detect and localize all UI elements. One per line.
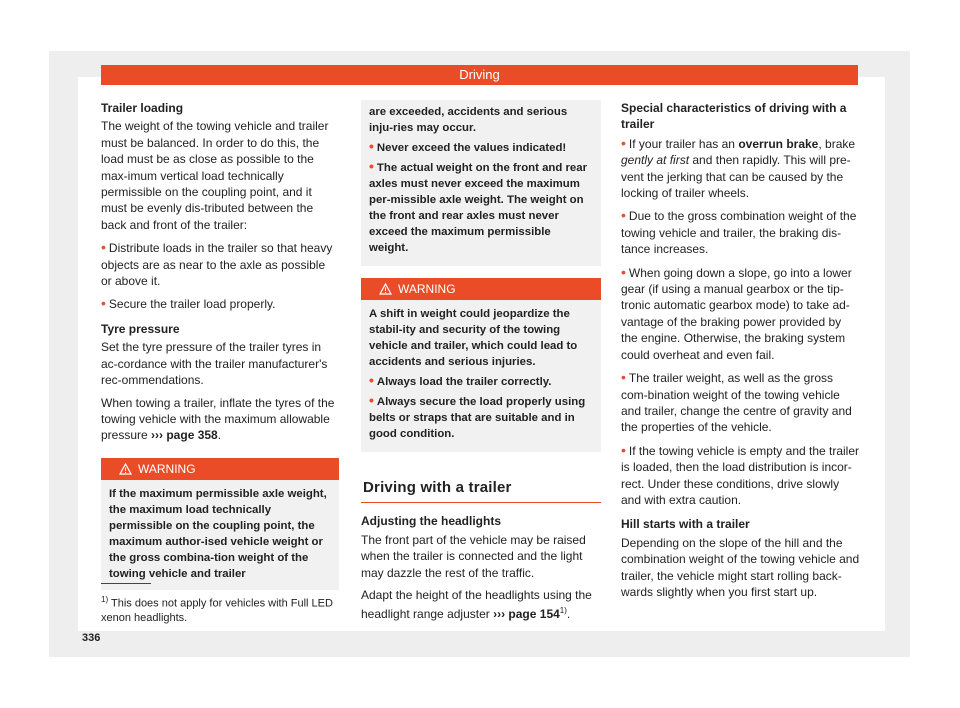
column-1	[101, 100, 339, 590]
bullet-dot-icon: •	[621, 441, 626, 458]
page-reference-link[interactable]: ››› page 358	[151, 428, 218, 443]
warning-triangle-icon	[379, 283, 392, 295]
list-item: • Always load the trailer correctly.	[369, 372, 552, 388]
warning-title: WARNING	[398, 282, 456, 296]
footnote-divider	[101, 583, 151, 584]
list-item: • If your trailer has an overrun brake, brake gently at first and then rapidly. This will pre-vent the jerking that can be caused by the locking of trailer wheels.	[621, 134, 856, 201]
list-item: • Distribute loads in the trailer so that heavy objects are as near to the axle as possible or above it.	[101, 239, 333, 289]
footnote-text: This does not apply for vehicles with Full LED xenon headlights.	[101, 597, 333, 624]
section-title: Driving with a trailer	[361, 476, 601, 503]
paragraph: Adapt the height of the headlights using the headlight range adjuster ››› page 154$^{1)}$.	[361, 588, 592, 622]
bullet-dot-icon: •	[621, 369, 626, 386]
bullet-dot-icon: •	[101, 295, 106, 312]
bullet-dot-icon: •	[621, 263, 626, 280]
warning-header	[101, 458, 339, 480]
paragraph: Set the tyre pressure of the trailer tyres in ac-cordance with the trailer manufacturer's rec-ommendations.	[101, 340, 328, 388]
column-3	[621, 100, 861, 606]
heading-tyre-pressure: Tyre pressure	[101, 321, 180, 336]
heading-trailer-loading: Trailer loading	[101, 101, 184, 115]
footnote	[101, 593, 341, 625]
warning-text: If the maximum permissible axle weight, the maximum load technically permissible on the coupling point, the maximum author-ised vehicle weight or the gross combina-tion weight of the towing vehicle and trailer	[109, 487, 327, 580]
bullet-dot-icon: •	[621, 207, 626, 224]
bullet-dot-icon: •	[369, 158, 374, 174]
list-item: • The actual weight on the front and rear axles must never exceed the maximum per-missible axle weight. The weight on the front and rear axles must never exceed the maximum permissible weight.	[369, 158, 588, 254]
bullet-dot-icon: •	[369, 392, 374, 408]
footnote-marker: 1)	[101, 595, 109, 604]
warning-box	[361, 278, 601, 452]
list-item: • When going down a slope, go into a lower gear (if using a manual gearbox or the tip-tronic automatic gearbox mode) to take ad-vantage of the braking power provided by the engine. Otherwise, the braking system could overheat and even fail.	[621, 263, 852, 362]
chapter-banner: Driving	[101, 65, 858, 85]
column-2	[361, 100, 601, 629]
list-item: • Never exceed the values indicated!	[369, 138, 567, 154]
warning-triangle-icon	[119, 463, 132, 475]
heading-adjusting-headlights: Adjusting the headlights	[361, 514, 501, 529]
list-item: • The trailer weight, as well as the gross com-bination weight of the towing vehicle and trailer, change the centre of gravity and the properties of the vehicle.	[621, 369, 852, 435]
warning-header	[361, 278, 601, 300]
bullet-dot-icon: •	[101, 239, 106, 256]
paragraph: The front part of the vehicle may be raised when the trailer is connected and the light may dazzle the rest of the traffic.	[361, 532, 586, 580]
page-number: 336	[82, 632, 101, 644]
page-reference-link[interactable]: ››› page 154	[493, 607, 560, 622]
list-item: • Secure the trailer load properly.	[101, 295, 276, 312]
paragraph: Depending on the slope of the hill and the combination weight of the towing vehicle and trailer, the vehicle might start rolling back-wards slightly when you first start up.	[621, 535, 860, 599]
warning-text: A shift in weight could jeopardize the stabil-ity and security of the towing vehicle and trailer, which could lead to accidents and serious injuries.	[369, 308, 578, 368]
warning-text: are exceeded, accidents and serious inju-ries may occur.	[369, 106, 568, 134]
warning-box	[101, 458, 339, 590]
bullet-dot-icon: •	[369, 372, 374, 388]
list-item: • Due to the gross combination weight of the towing vehicle and trailer, the braking dis-tance increases.	[621, 207, 857, 257]
bullet-dot-icon: •	[369, 138, 374, 154]
list-item: • Always secure the load properly using belts or straps that are suitable and in good condition.	[369, 392, 586, 440]
paragraph: When towing a trailer, inflate the tyres of the towing vehicle with the maximum allowable pressure ››› page 358.	[101, 395, 335, 443]
warning-box-continued	[361, 100, 601, 266]
bullet-dot-icon: •	[621, 134, 626, 151]
warning-title: WARNING	[138, 461, 196, 476]
heading-hill-starts: Hill starts with a trailer	[621, 517, 750, 532]
list-item: • If the towing vehicle is empty and the trailer is loaded, then the load distribution is incor-rect. Under these conditions, drive slowly and with extra caution.	[621, 441, 860, 507]
paragraph: The weight of the towing vehicle and trailer must be balanced. In order to do this, the load must be as close as possible to the max-imum vertical load technically permissible on the coupling point, and it must be evenly dis-tributed between the back and front of the trailer:	[101, 119, 329, 232]
footnote-marker: 1)	[559, 606, 567, 616]
heading-special-characteristics: Special characteristics of driving with a trailer	[621, 101, 847, 132]
